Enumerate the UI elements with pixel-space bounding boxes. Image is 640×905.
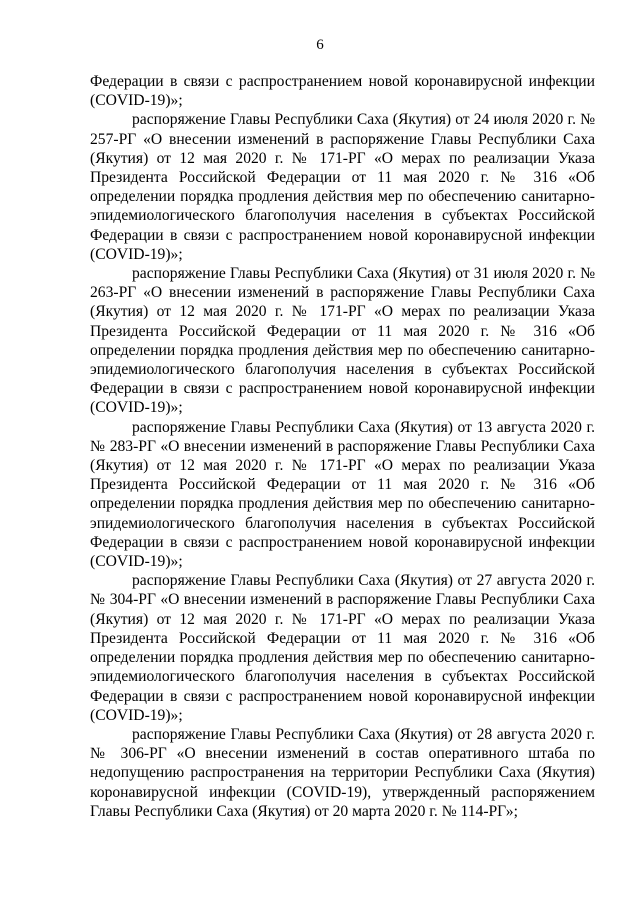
paragraph-decree-304: распоряжение Главы Республики Саха (Якутия) от 27 августа 2020 г. № 304-РГ «О внесении изменений в распоряжение Главы Республики Саха (Якутия) от 12 мая 2020 г. № 171-РГ «О мерах по реализации Указа Президента Российской Федерации от 11 мая 2020 г. № 316 «Об определении порядка продления действия мер по обеспечению санитарно-эпидемиологического благополучия населения в субъектах Российской Федерации в связи с распространением новой коронавирусной инфекции (COVID-19)»; [90, 572, 595, 724]
document-body [90, 72, 595, 821]
paragraph-decree-257: распоряжение Главы Республики Саха (Якутия) от 24 июля 2020 г. № 257-РГ «О внесении изменений в распоряжение Главы Республики Саха (Якутия) от 12 мая 2020 г. № 171-РГ «О мерах по реализации Указа Президента Российской Федерации от 11 мая 2020 г. № 316 «Об определении порядка продления действия мер по обеспечению санитарно-эпидемиологического благополучия населения в субъектах Российской Федерации в связи с распространением новой коронавирусной инфекции (COVID-19)»; [90, 111, 595, 263]
paragraph-decree-283: распоряжение Главы Республики Саха (Якутия) от 13 августа 2020 г. № 283-РГ «О внесении изменений в распоряжение Главы Республики Саха (Якутия) от 12 мая 2020 г. № 171-РГ «О мерах по реализации Указа Президента Российской Федерации от 11 мая 2020 г. № 316 «Об определении порядка продления действия мер по обеспечению санитарно-эпидемиологического благополучия населения в субъектах Российской Федерации в связи с распространением новой коронавирусной инфекции (COVID-19)»; [90, 418, 595, 571]
paragraph-continuation: Федерации в связи с распространением новой коронавирусной инфекции (COVID-19)»; [90, 73, 595, 110]
page-number: 6 [316, 37, 324, 53]
paragraph-decree-263: распоряжение Главы Республики Саха (Якутия) от 31 июля 2020 г. № 263-РГ «О внесении изменений в распоряжение Главы Республики Саха (Якутия) от 12 мая 2020 г. № 171-РГ «О мерах по реализации Указа Президента Российской Федерации от 11 мая 2020 г. № 316 «Об определении порядка продления действия мер по обеспечению санитарно-эпидемиологического благополучия населения в субъектах Российской Федерации в связи с распространением новой коронавирусной инфекции (COVID-19)»; [90, 265, 595, 417]
paragraph-decree-306: распоряжение Главы Республики Саха (Якутия) от 28 августа 2020 г. № 306-РГ «О внесении изменений в состав оперативного штаба по недопущению распространения на территории Республики Саха (Якутия) коронавирусной инфекции (COVID-19), утвержденный распоряжением Главы Республики Саха (Якутия) от 20 марта 2020 г. № 114-РГ»; [90, 725, 595, 820]
